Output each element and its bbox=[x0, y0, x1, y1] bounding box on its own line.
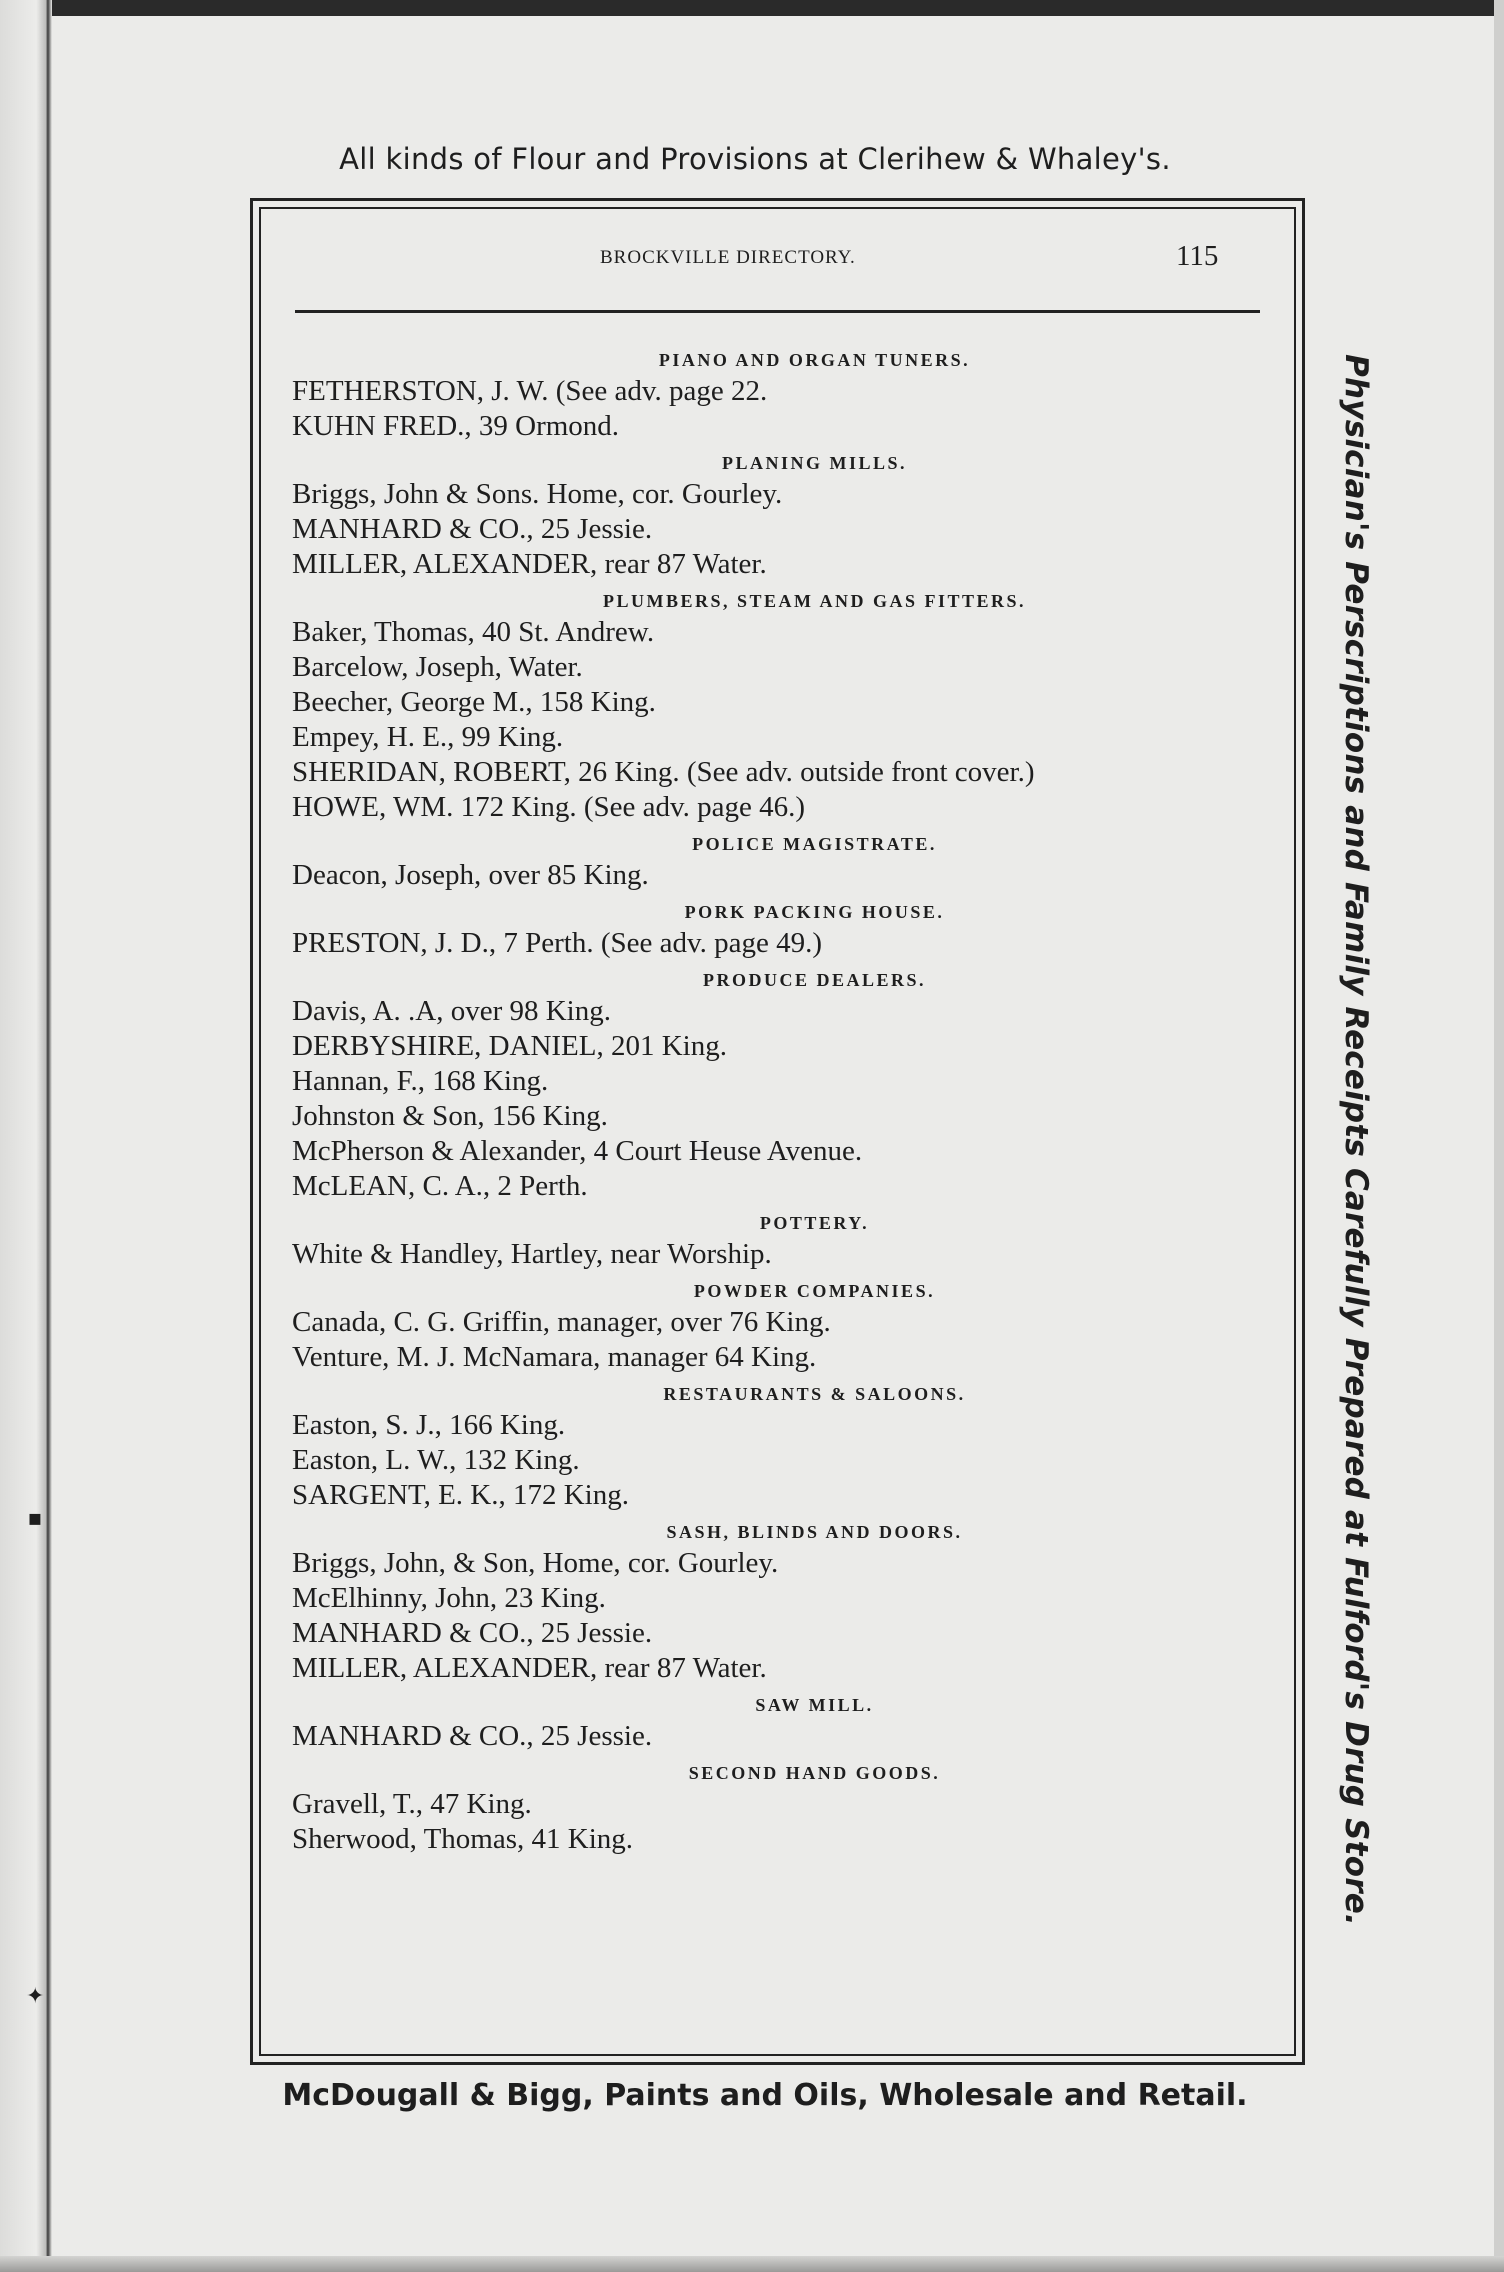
top-advert: All kinds of Flour and Provisions at Clerihew & Whaley's. bbox=[339, 142, 1171, 176]
directory-entry: MANHARD & CO., 25 Jessie. bbox=[292, 513, 653, 545]
section-heading: POLICE MAGISTRATE. bbox=[692, 834, 937, 854]
scan-right-edge bbox=[1494, 0, 1504, 2272]
directory-entry: PRESTON, J. D., 7 Perth. (See adv. page 49.) bbox=[292, 927, 823, 959]
section-heading: PLANING MILLS. bbox=[721, 453, 908, 473]
scan-top-edge bbox=[0, 0, 1504, 16]
binding-clip-icon: ▪ bbox=[27, 1506, 43, 1531]
directory-entry: FETHERSTON, J. W. (See adv. page 22. bbox=[292, 375, 768, 407]
directory-entry: Baker, Thomas, 40 St. Andrew. bbox=[292, 616, 655, 648]
running-head: BROCKVILLE DIRECTORY. bbox=[600, 247, 856, 268]
directory-entry: MANHARD & CO., 25 Jessie. bbox=[292, 1617, 653, 1649]
section-heading: PRODUCE DEALERS. bbox=[702, 970, 927, 990]
directory-entry: Briggs, John & Sons. Home, cor. Gourley. bbox=[292, 478, 783, 510]
scan-bottom-edge bbox=[0, 2256, 1504, 2272]
directory-entry: Barcelow, Joseph, Water. bbox=[292, 651, 583, 683]
directory-entry: Venture, M. J. McNamara, manager 64 King. bbox=[292, 1341, 817, 1373]
page-number: 115 bbox=[1176, 240, 1219, 272]
section-heading: PIANO AND ORGAN TUNERS. bbox=[658, 350, 971, 370]
directory-entry: Deacon, Joseph, over 85 King. bbox=[292, 859, 649, 891]
directory-entry: HOWE, WM. 172 King. (See adv. page 46.) bbox=[292, 791, 806, 823]
directory-entry: Briggs, John, & Son, Home, cor. Gourley. bbox=[292, 1547, 779, 1579]
directory-entry: McLEAN, C. A., 2 Perth. bbox=[292, 1170, 588, 1202]
directory-entry: McElhinny, John, 23 King. bbox=[292, 1582, 606, 1614]
directory-entry: White & Handley, Hartley, near Worship. bbox=[292, 1238, 772, 1270]
directory-entry: Easton, S. J., 166 King. bbox=[292, 1409, 566, 1441]
section-heading: SAW MILL. bbox=[755, 1695, 874, 1715]
directory-entry: MILLER, ALEXANDER, rear 87 Water. bbox=[292, 548, 767, 580]
section-heading: SASH, BLINDS AND DOORS. bbox=[666, 1522, 963, 1542]
bottom-advert: McDougall & Bigg, Paints and Oils, Wholesale and Retail. bbox=[282, 2078, 1248, 2113]
directory-entry: Gravell, T., 47 King. bbox=[292, 1788, 532, 1820]
directory-entry: KUHN FRED., 39 Ormond. bbox=[292, 410, 620, 442]
directory-entry: MANHARD & CO., 25 Jessie. bbox=[292, 1720, 653, 1752]
directory-entry: MILLER, ALEXANDER, rear 87 Water. bbox=[292, 1652, 767, 1684]
directory-entry: Davis, A. .A, over 98 King. bbox=[292, 995, 611, 1027]
side-advert bbox=[1320, 300, 1392, 1980]
directory-entry: Sherwood, Thomas, 41 King. bbox=[292, 1823, 634, 1855]
directory-entry: SARGENT, E. K., 172 King. bbox=[292, 1479, 629, 1511]
directory-entry: Canada, C. G. Griffin, manager, over 76 King. bbox=[292, 1306, 831, 1338]
directory-entry: McPherson & Alexander, 4 Court Heuse Avenue. bbox=[292, 1135, 863, 1167]
section-heading: RESTAURANTS & SALOONS. bbox=[663, 1384, 966, 1404]
binding-star-icon: ✦ bbox=[26, 1984, 45, 2009]
section-heading: POWDER COMPANIES. bbox=[693, 1281, 936, 1301]
scan-binding-edge bbox=[0, 0, 52, 2272]
side-advert-text: Physician's Perscriptions and Family Receipts Carefully Prepared at Fulford's Drug Store. bbox=[1338, 354, 1374, 1926]
section-heading: PORK PACKING HOUSE. bbox=[684, 902, 945, 922]
section-heading: POTTERY. bbox=[759, 1213, 870, 1233]
directory-entry: SHERIDAN, ROBERT, 26 King. (See adv. outside front cover.) bbox=[292, 756, 1035, 788]
directory-entry: Johnston & Son, 156 King. bbox=[292, 1100, 608, 1132]
directory-entry: Beecher, George M., 158 King. bbox=[292, 686, 656, 718]
section-heading: SECOND HAND GOODS. bbox=[688, 1763, 941, 1783]
section-heading: PLUMBERS, STEAM AND GAS FITTERS. bbox=[602, 591, 1027, 611]
directory-listing bbox=[292, 349, 1282, 1857]
directory-entry: Easton, L. W., 132 King. bbox=[292, 1444, 580, 1476]
directory-entry: Empey, H. E., 99 King. bbox=[292, 721, 564, 753]
header-rule bbox=[295, 310, 1260, 313]
directory-entry: DERBYSHIRE, DANIEL, 201 King. bbox=[292, 1030, 727, 1062]
directory-entry: Hannan, F., 168 King. bbox=[292, 1065, 549, 1097]
